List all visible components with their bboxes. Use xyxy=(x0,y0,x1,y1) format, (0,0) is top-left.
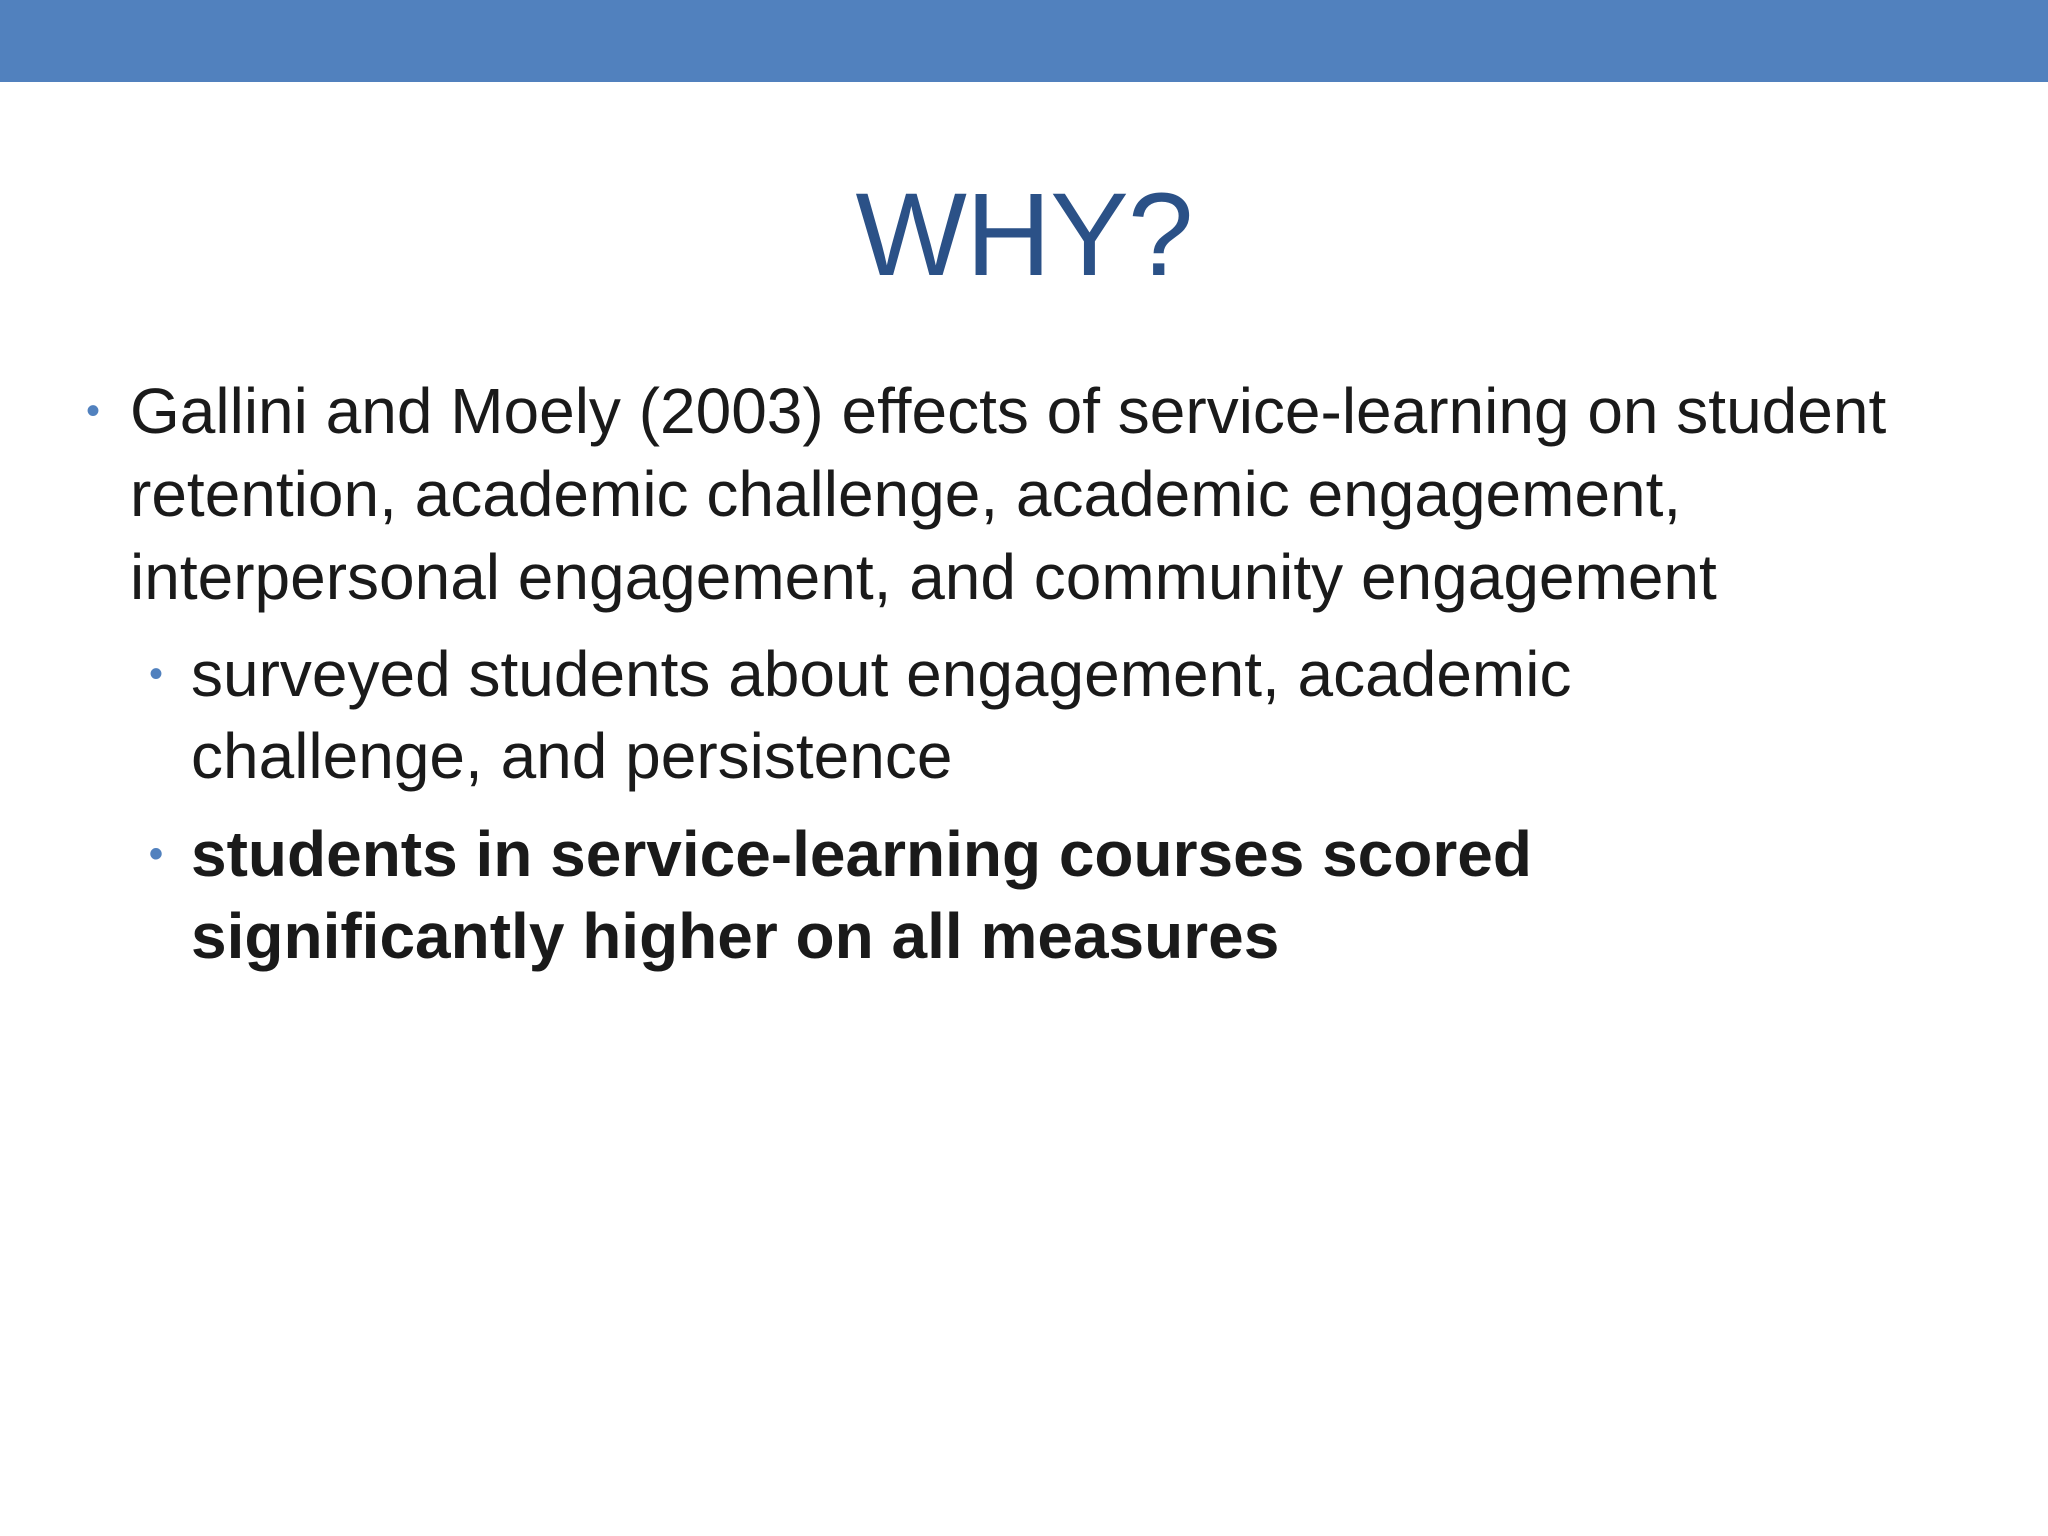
slide-body xyxy=(86,370,1910,977)
subbullet-survey-text: surveyed students about engagement, academic challenge, and persistence xyxy=(191,638,1572,792)
subbullet-findings xyxy=(149,813,1811,977)
bullet-marker: • xyxy=(149,832,164,876)
subbullet-survey xyxy=(149,633,1811,797)
bullet-main xyxy=(86,370,1890,619)
top-accent-bar xyxy=(0,0,2048,82)
bullet-marker: • xyxy=(86,389,101,433)
slide-title: WHY? xyxy=(855,169,1193,301)
bullet-main-text: Gallini and Moely (2003) effects of service-learning on student retention, academic challenge, academic engagement, interpersonal engagement, and community engagement xyxy=(130,375,1887,613)
bullet-marker: • xyxy=(149,652,164,696)
subbullet-findings-text: students in service-learning courses scored significantly higher on all measures xyxy=(191,818,1532,972)
